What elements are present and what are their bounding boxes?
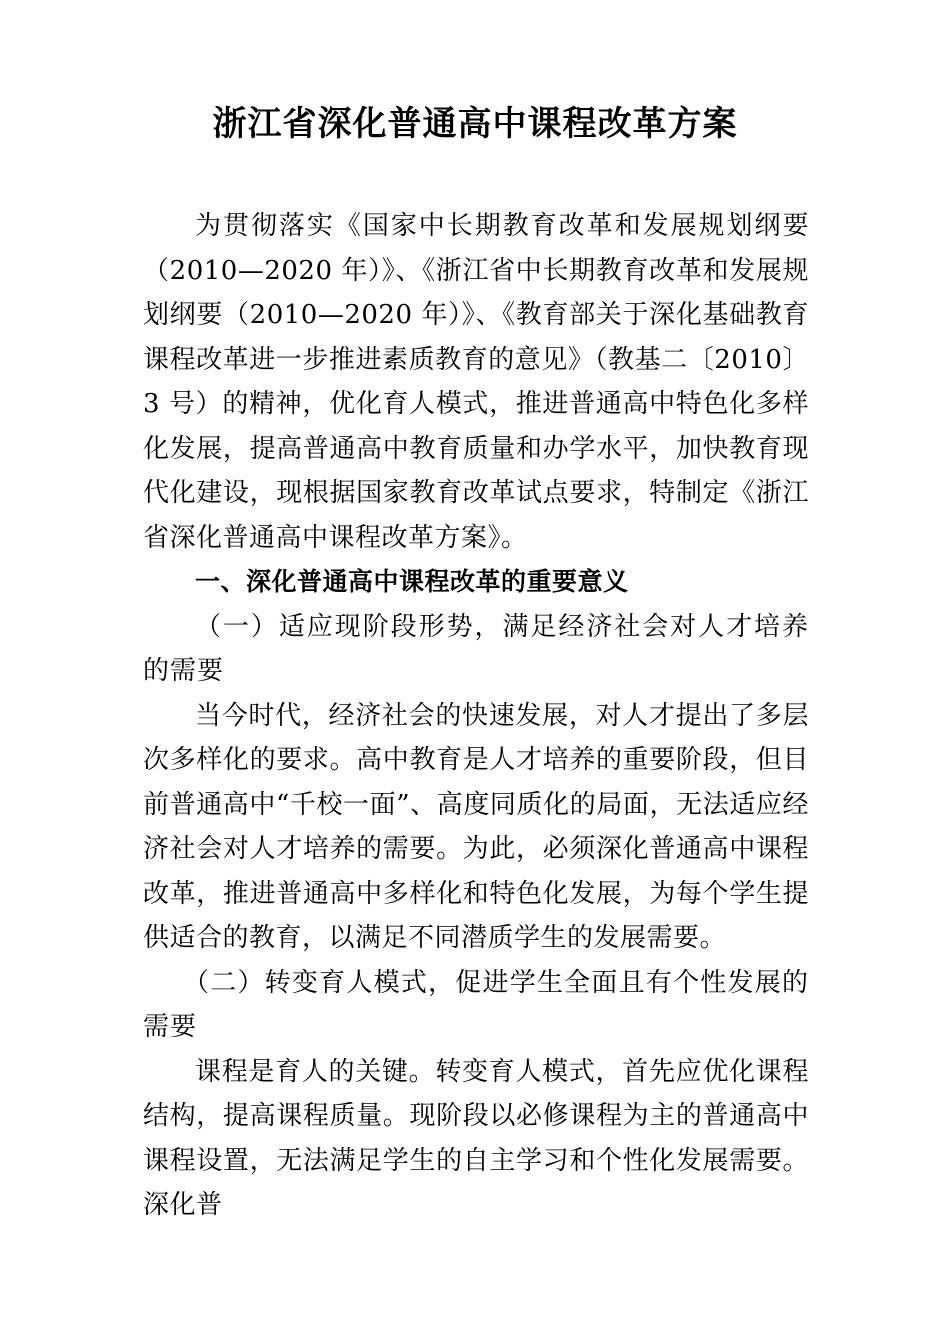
body-paragraph-2: 课程是育人的关键。转变育人模式，首先应优化课程结构，提高课程质量。现阶段以必修课程为主的普通高中课程设置，无法满足学生的自主学习和个性化发展需要。深化普 (143, 1056, 809, 1220)
subsection-heading-2: （二）转变育人模式，促进学生全面且有个性发展的需要 (143, 967, 809, 1042)
document-body (143, 204, 809, 1228)
document-title: 浙江省深化普通高中课程改革方案 (212, 104, 738, 144)
body-paragraph-1: 当今时代，经济社会的快速发展，对人才提出了多层次多样化的要求。高中教育是人才培养的重要阶段，但目前普通高中“千校一面”、高度同质化的局面，无法适应经济社会对人才培养的需要。为此，必须深化普通高中课程改革，推进普通高中多样化和特色化发展，为每个学生提供适合的教育，以满足不同潜质学生的发展需要。 (143, 700, 809, 953)
subsection-heading-1: （一）适应现阶段形势，满足经济社会对人才培养的需要 (143, 611, 809, 686)
intro-paragraph: 为贯彻落实《国家中长期教育改革和发展规划纲要（2010—2020 年）》、《浙江省中长期教育改革和发展规划纲要（2010—2020 年）》、《教育部关于深化基础教育课程改革进一步推进素质教育的意见》（教基二〔2010〕3 号）的精神，优化育人模式，推进普通高中特色化多样化发展，提高普通高中教育质量和办学水平，加快教育现代化建设，现根据国家教育改革试点要求，特制定《浙江省深化普通高中课程改革方案》。 (143, 211, 809, 553)
section-heading: 一、深化普通高中课程改革的重要意义 (195, 567, 629, 596)
